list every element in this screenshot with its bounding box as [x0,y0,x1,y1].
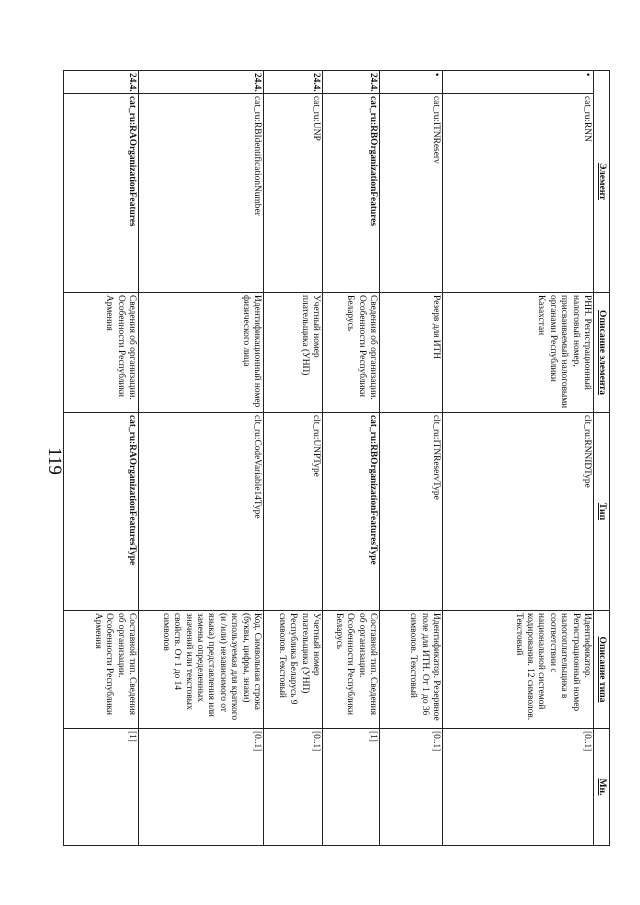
element-description: Идентификационный номер физического лица [139,293,264,413]
type-description: Идентификатор. Регистрационный номер налогоплательщика в соответствии с национальной системой кодирования. 12 символов. Текстовый [443,611,594,729]
rotated-table-container [90,70,610,845]
table-row [323,71,380,846]
type-description: Код. Символьная строка (буквы, цифры, знаки) используемая для краткого (и /или) независимого от языка) представления или замены определенных значений или текстовых свойств. От 1 до 14 символов [139,611,264,729]
element-name: cat_ru:RBIdentificationNumber [139,93,263,292]
multiplicity: [0..1] [380,729,443,846]
table-row [380,71,443,846]
type-name: cat_ru:RBOrganizationFeaturesType [323,413,380,611]
row-number: 24.4. [127,73,137,92]
header-type: Тип [594,413,610,611]
element-description: Учетный номер плательщика (УНП) [264,293,323,413]
type-description: Составной тип. Сведения об организации. Особенности Республики Армения [64,611,139,729]
table-row [139,71,264,846]
header-element: Элемент [594,71,610,293]
element-name: cat_ru:ITNReserv [380,93,442,292]
type-name: clt_ru:RNNIDType [443,413,594,611]
element-name: cat_ru:RNN [443,93,593,292]
element-description: Сведения об организации. Особенности Республики Беларусь [323,293,380,413]
multiplicity: [0..1] [264,729,323,846]
multiplicity: [1] [64,729,139,846]
type-name: cat_ru:RAOrganizationFeaturesType [64,413,139,611]
type-name: clt_ru:CodeVariable14Type [139,413,264,611]
multiplicity: [0..1] [139,729,264,846]
element-cell [380,71,443,293]
multiplicity: [0..1] [443,729,594,846]
row-number: 24.4. [311,73,321,92]
element-cell [64,71,139,293]
element-name: cat_ru:RBOrganizationFeatures [323,93,379,292]
header-element-desc: Описание элемента [594,293,610,413]
element-description: РНН. Регистрационный налоговый номер, присваиваемый налоговыми органами Республики Казахстан [443,293,594,413]
element-description: Резерв для ИТН [380,293,443,413]
header-type-desc: Описание типа [594,611,610,729]
multiplicity: [1] [323,729,380,846]
header-mult: Мн. [594,729,610,846]
row-number: 24.4. [368,73,378,92]
table-row [64,71,139,846]
type-name: clt_ru:UNPType [264,413,323,611]
element-cell [139,71,264,293]
type-description: Идентификатор. Резервное поле для ИТН. От 1 до 36 символов. Текстовый [380,611,443,729]
type-name: clt_ru:ITNReservType [380,413,443,611]
table-header-row [594,71,610,846]
row-number: • [431,73,441,77]
row-number: 24.4. [252,73,262,92]
element-cell [264,71,323,293]
type-description: Составной тип. Сведения об организации. Особенности Республики Беларусь [323,611,380,729]
row-number: • [582,73,592,77]
element-cell [323,71,380,293]
element-cell [443,71,594,293]
table-row [443,71,594,846]
table-row [264,71,323,846]
element-name: cat_ru:RAOrganizationFeatures [64,93,138,292]
element-name: cat_ru:UNP [264,93,322,292]
schema-table [63,70,610,846]
element-description: Сведения об организации. Особенности Республики Армения [64,293,139,413]
page-number: 119 [44,447,65,475]
type-description: Учетный номер плательщика (УНП) Республика Беларусь 9 символов. Текстовый [264,611,323,729]
